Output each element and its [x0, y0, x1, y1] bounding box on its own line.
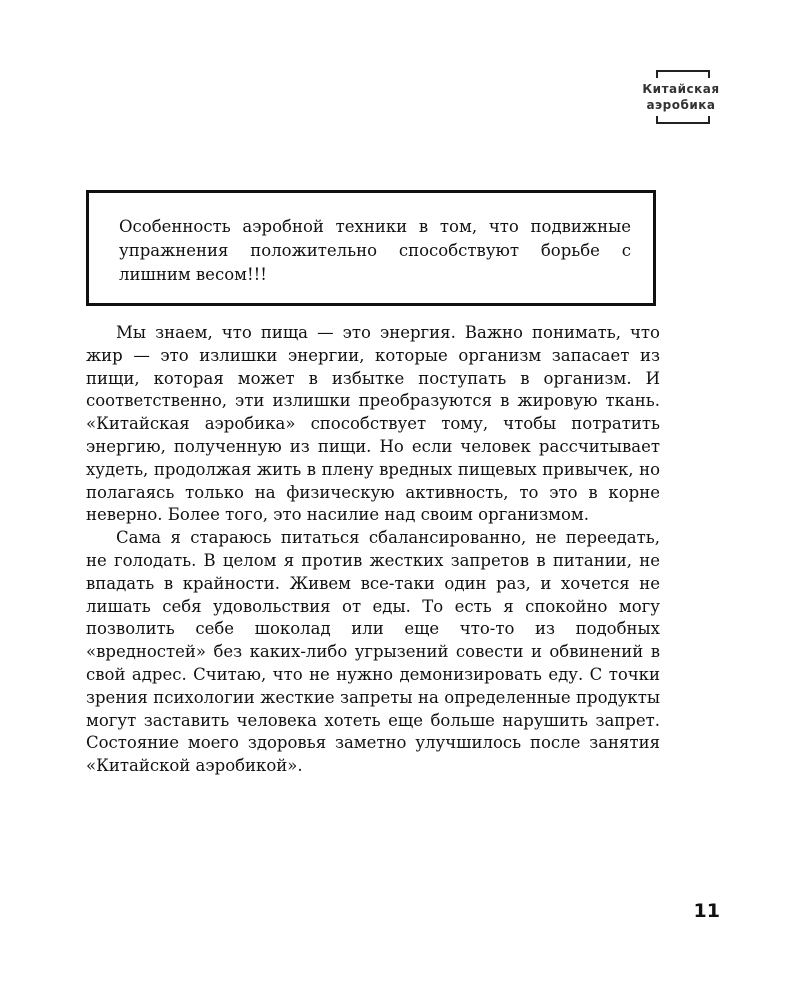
paragraph-2: Сама я стараюсь питаться сбалансированно, не переедать, не голодать. В целом я против жестких запретов в питании, не впадать в крайности. Живем все-таки один раз, и хочется не лишать себя удовольствия от еды. То есть я спокойно могу позволить себе шоколад или еще что-то из подобных «вредностей» без каких-либо угрызений совести и обвинений в свой адрес. Считаю, что не нужно демонизировать еду. С точки зрения психологии жесткие запреты на определенные продукты могут заставить человека хотеть еще больше нарушить запрет. Состояние моего здоровья заметно улучшилось после занятия «Китайской аэробикой».	[86, 528, 660, 776]
page-number: 11	[693, 900, 720, 922]
callout-text: Особенность аэробной техники в том, что подвижные упражнения положительно способствуют борьбе с лишним весом!!!	[119, 217, 631, 284]
paragraph-1: Мы знаем, что пища — это энергия. Важно понимать, что жир — это излишки энергии, которые организм запасает из пищи, которая может в избытке поступать в организм. И соответственно, эти излишки преобразуются в жировую ткань. «Китайская аэробика» способствует тому, чтобы потратить энергию, полученную из пищи. Но если человек рассчитывает худеть, продолжая жить в плену вредных пищевых привычек, но полагаясь только на физическую активность, то это в корне неверно. Более того, это насилие над своим организмом.	[86, 323, 660, 525]
section-title-line-2: аэробика	[646, 98, 716, 112]
section-header-tag	[640, 70, 722, 124]
bracket-top-decoration	[656, 70, 710, 78]
section-title-line-1: Китайская	[642, 82, 720, 96]
main-text	[86, 322, 660, 778]
bracket-bottom-decoration	[656, 116, 710, 124]
callout-box	[86, 190, 656, 306]
